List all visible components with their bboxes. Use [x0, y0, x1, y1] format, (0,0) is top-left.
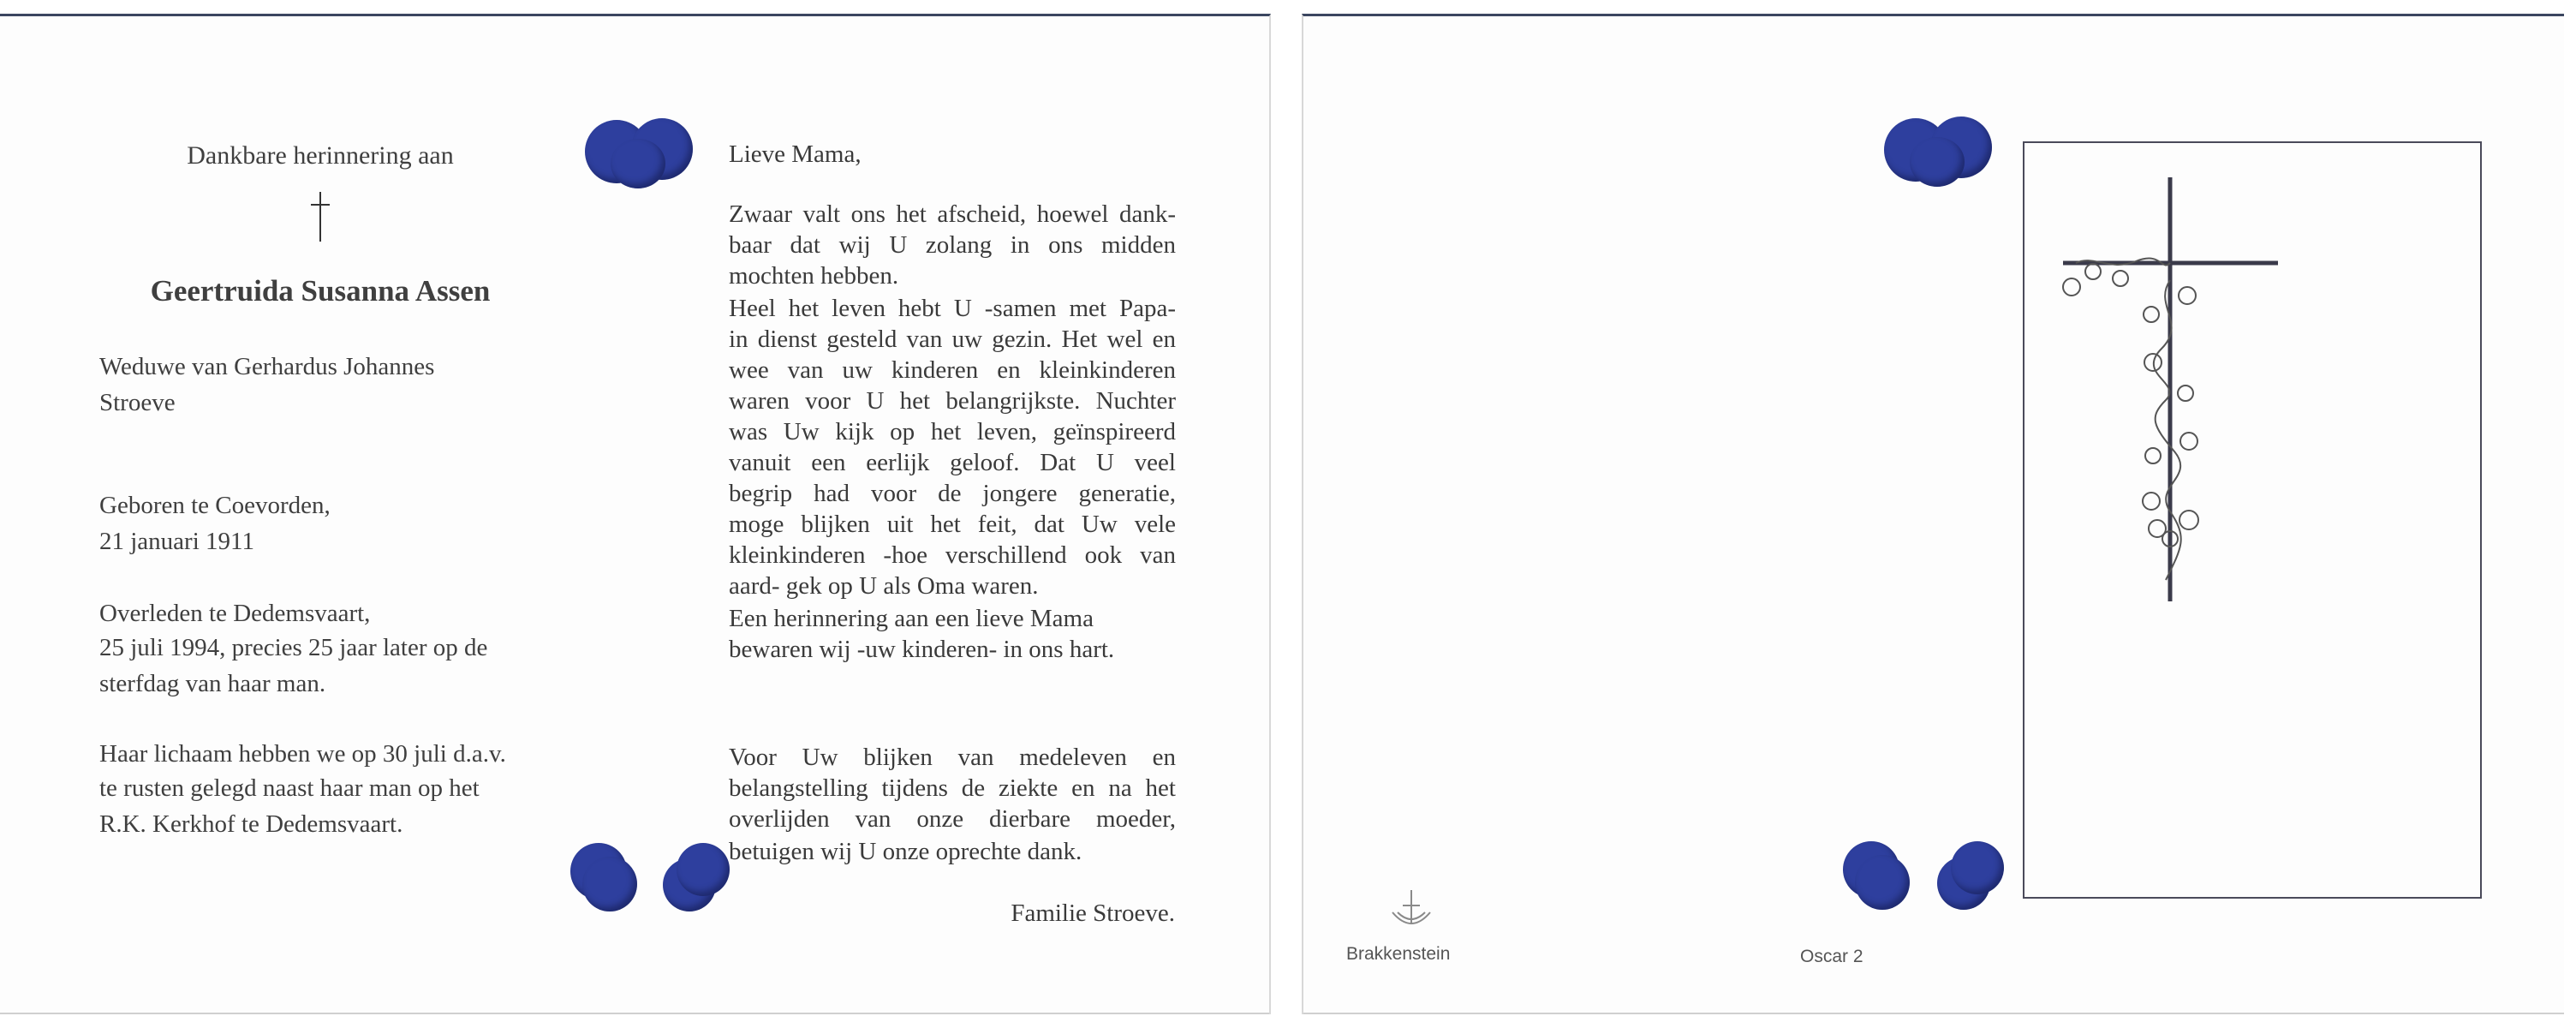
thanks-line: belangstelling tijdens de ziekte en na het: [729, 774, 1176, 802]
letter-line: vanuit een eerlijk geloof. Dat U veel: [729, 449, 1176, 476]
died-line: sterfdag van haar man.: [99, 670, 326, 697]
letter-line: wee van uw kinderen en kleinkinderen: [729, 356, 1176, 384]
spouse-line: Stroeve: [99, 389, 176, 416]
letter-line: kleinkinderen -hoe verschillend ook van: [729, 541, 1176, 569]
thanks-line: Voor Uw blijken van medeleven en: [729, 744, 1176, 771]
spouse-line: Weduwe van Gerhardus Johannes: [99, 353, 435, 380]
blue-adhesive-dot: [1937, 841, 2006, 911]
card-edge: [0, 1013, 1269, 1014]
letter-line: waren voor U het belangrijkste. Nuchter: [729, 387, 1176, 415]
letter-line: moge blijken uit het feit, dat Uw vele: [729, 511, 1176, 538]
died-line: Overleden te Dedemsvaart,: [99, 600, 371, 627]
signature: Familie Stroeve.: [1011, 900, 1175, 927]
dagger-cross-icon: [319, 192, 321, 242]
flower-cross-icon: [2024, 143, 2480, 897]
letter-line: Een herinnering aan een lieve Mama: [729, 605, 1094, 632]
blue-adhesive-dot: [570, 843, 639, 913]
died-line: 25 juli 1994, precies 25 jaar later op de: [99, 634, 488, 661]
letter-line: Zwaar valt ons het afscheid, hoewel dank-: [729, 200, 1176, 228]
brakkenstein-logo-icon: [1386, 887, 1437, 935]
letter-line: was Uw kijk op het leven, geïnspireerd: [729, 418, 1176, 445]
publisher-name: Brakkenstein: [1346, 944, 1451, 964]
letter-line: baar dat wij U zolang in ons midden: [729, 231, 1176, 259]
deceased-name: Geertruida Susanna Assen: [150, 274, 491, 308]
letter-line: in dienst gesteld van uw gezin. Het wel en: [729, 326, 1176, 353]
blue-adhesive-dot: [663, 843, 731, 913]
blue-adhesive-dot: [1843, 841, 1911, 911]
thanks-line: overlijden van onze dierbare moeder,: [729, 805, 1176, 833]
letter-line: aard- gek op U als Oma waren.: [729, 572, 1039, 600]
photo-frame: [2023, 141, 2482, 899]
burial-line: R.K. Kerkhof te Dedemsvaart.: [99, 810, 403, 838]
letter-greeting: Lieve Mama,: [729, 140, 862, 168]
born-line: 21 januari 1911: [99, 528, 254, 555]
remembrance-title: Dankbare herinnering aan: [187, 141, 454, 170]
blue-adhesive-dot: [585, 118, 693, 188]
letter-line: Heel het leven hebt U -samen met Papa-: [729, 295, 1176, 322]
burial-line: te rusten gelegd naast haar man op het: [99, 774, 480, 802]
thanks-line: betuigen wij U onze oprechte dank.: [729, 838, 1082, 865]
burial-line: Haar lichaam hebben we op 30 juli d.a.v.: [99, 740, 506, 768]
card-edge: [1303, 1013, 2564, 1014]
blue-adhesive-dot: [1884, 117, 1992, 187]
letter-line: bewaren wij -uw kinderen- in ons hart.: [729, 636, 1115, 663]
letter-line: mochten hebben.: [729, 262, 899, 290]
born-line: Geboren te Coevorden,: [99, 492, 331, 519]
letter-line: begrip had voor de jongere generatie,: [729, 480, 1176, 507]
model-label: Oscar 2: [1800, 947, 1863, 966]
